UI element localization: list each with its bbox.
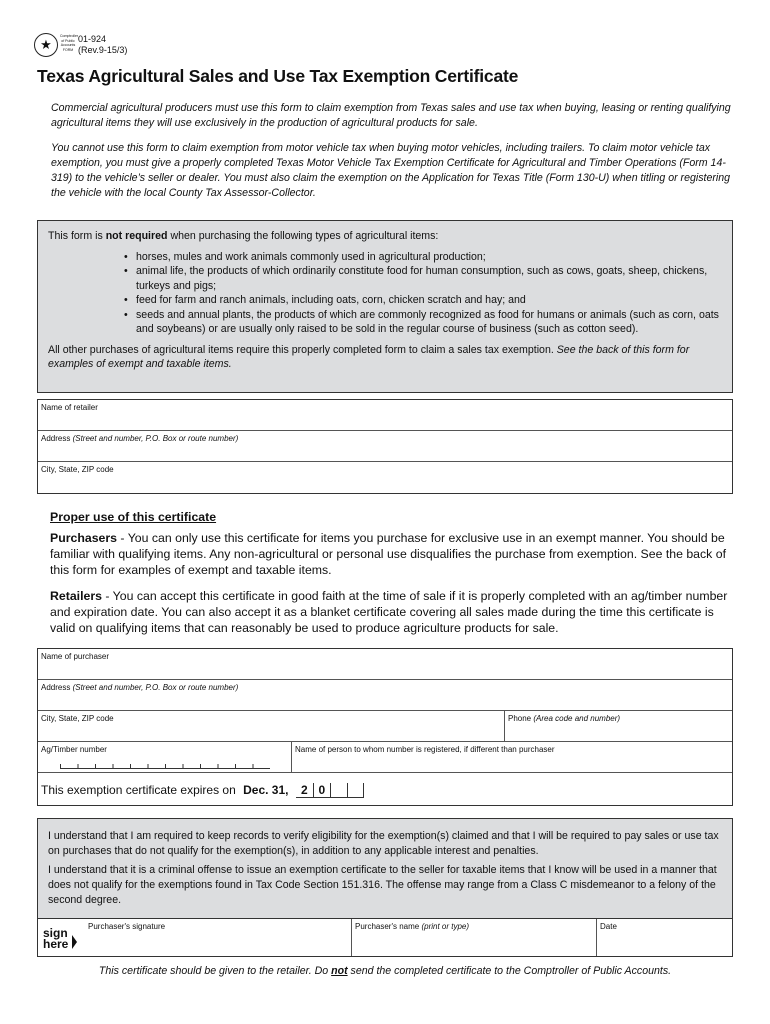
expiration-row: This exemption certificate expires on Dec. 31, 2 0 — [38, 773, 732, 805]
list-item: • animal life, the products of which ordinarily constitute food for human consumption, such as cows, goats, sheep, chickens, turkeys and pigs; — [124, 264, 722, 293]
purchaser-name-field[interactable]: Name of purchaser — [38, 649, 732, 680]
proper-use-section — [50, 509, 740, 646]
not-required-closing: All other purchases of agricultural items require this properly completed form to claim a sales tax exemption. See the back of this form for examples of exempt and taxable items. — [48, 343, 690, 370]
proper-use-heading: Proper use of this certificate — [50, 510, 217, 524]
sign-here-label: sign here — [43, 926, 69, 951]
signature-row — [37, 918, 733, 957]
purchasers-text: Purchasers - You can only use this certificate for items you purchase for exclusive use in an exempt manner. You should be familiar with qualifying items. Any non-agricultural or personal use disqualifies the purchase from exemption. See the back of this form for examples of exempt and taxable items. — [50, 531, 726, 577]
intro-paragraph: Commercial agricultural producers must use this form to claim exemption from Texas sales and use tax when buying, leasing or renting qualifying agricultural items they will use exclusively in the production of agricultural products for sale. — [51, 102, 731, 129]
not-required-intro: This form is not required when purchasing the following types of agricultural items: — [48, 230, 439, 242]
purchaser-address-field[interactable]: Address (Street and number, P.O. Box or route number) — [38, 680, 732, 711]
signature-field[interactable]: Purchaser's signature — [88, 922, 166, 931]
footer-note: This certificate should be given to the retailer. Do not send the completed certificate to the Comptroller of Public Accounts. — [98, 965, 672, 977]
list-item: • feed for farm and ranch animals, including oats, corn, chicken scratch and hay; and — [124, 293, 722, 308]
digit-boxes[interactable] — [60, 764, 270, 769]
declaration-box — [37, 818, 733, 919]
not-required-box — [37, 220, 733, 393]
agency-name: Comptroller of Public Accounts FORM — [60, 34, 79, 52]
phone-field[interactable]: Phone (Area code and number) — [504, 711, 732, 741]
texas-seal-logo: ★ — [34, 33, 58, 57]
purchaser-city-field[interactable]: City, State, ZIP code Phone (Area code and number) — [38, 711, 732, 742]
registered-name-field[interactable]: Name of person to whom number is registered, if different than purchaser — [291, 742, 732, 772]
retailer-name-field[interactable]: Name of retailer — [38, 400, 732, 431]
page-title: Texas Agricultural Sales and Use Tax Exemption Certificate — [37, 66, 519, 86]
ag-timber-number-field[interactable]: Ag/Timber number Name of person to whom number is registered, if different than purchaser — [38, 742, 732, 773]
declaration-text: I understand that it is a criminal offense to issue an exemption certificate to the seller for taxable items that I know will be used in a manner that does not qualify for the exemptions found in Tax Code Section 151.316. The offense may range from a Class C misdemeanor to a felony of the second degree. — [48, 864, 717, 906]
purchaser-name-print-field[interactable]: Purchaser's name (print or type) — [351, 919, 596, 956]
list-item: • horses, mules and work animals commonly used in agricultural production; — [124, 250, 722, 265]
list-item: • seeds and annual plants, the products of which are commonly recognized as food for humans or animals (such as corn, oats and soybeans) or are usually only raised to be sold in the regular course of business (such as cotton seed). — [124, 308, 722, 337]
date-field[interactable]: Date — [596, 919, 732, 956]
retailer-address-field[interactable]: Address (Street and number, P.O. Box or route number) — [38, 431, 732, 462]
intro-paragraph: You cannot use this form to claim exemption from motor vehicle tax when buying motor vehicles, including trailers. To claim motor vehicle tax exemption, you must give a properly completed Texas Motor Vehicle Tax Exemption Certificate for Agricultural and Timber Operations (Form 14-319) to the vehicle’s seller or dealer. You must also claim the exemption on the Application for Texas Title (Form 130-U) when titling or registering the vehicle with the local County Tax Assessor-Collector. — [51, 142, 731, 199]
form-id: 01-924 — [78, 34, 107, 44]
retailers-text: Retailers - You can accept this certificate in good faith at the time of sale if it is properly completed with an ag/timber number and expiration date. You can also accept it as a blanket certificate covering all sales made during the time this certificate is valid on qualifying items that can reasonably be used to produce agriculture products for sale. — [50, 589, 728, 635]
form-number — [78, 34, 127, 56]
declaration-text: I understand that I am required to keep records to verify eligibility for the exemption(s) claimed and that I will be required to pay sales or use tax on purchases that do not qualify for the exemption(s), in addition to any applicable interest and penalties. — [48, 830, 719, 857]
expiration-year-field[interactable]: 2 0 — [296, 783, 364, 798]
arrow-icon — [72, 935, 77, 949]
form-revision: (Rev.9-15/3) — [78, 45, 128, 55]
purchaser-section — [37, 648, 733, 806]
retailer-city-field[interactable]: City, State, ZIP code — [41, 465, 114, 474]
retailer-section — [37, 399, 733, 494]
